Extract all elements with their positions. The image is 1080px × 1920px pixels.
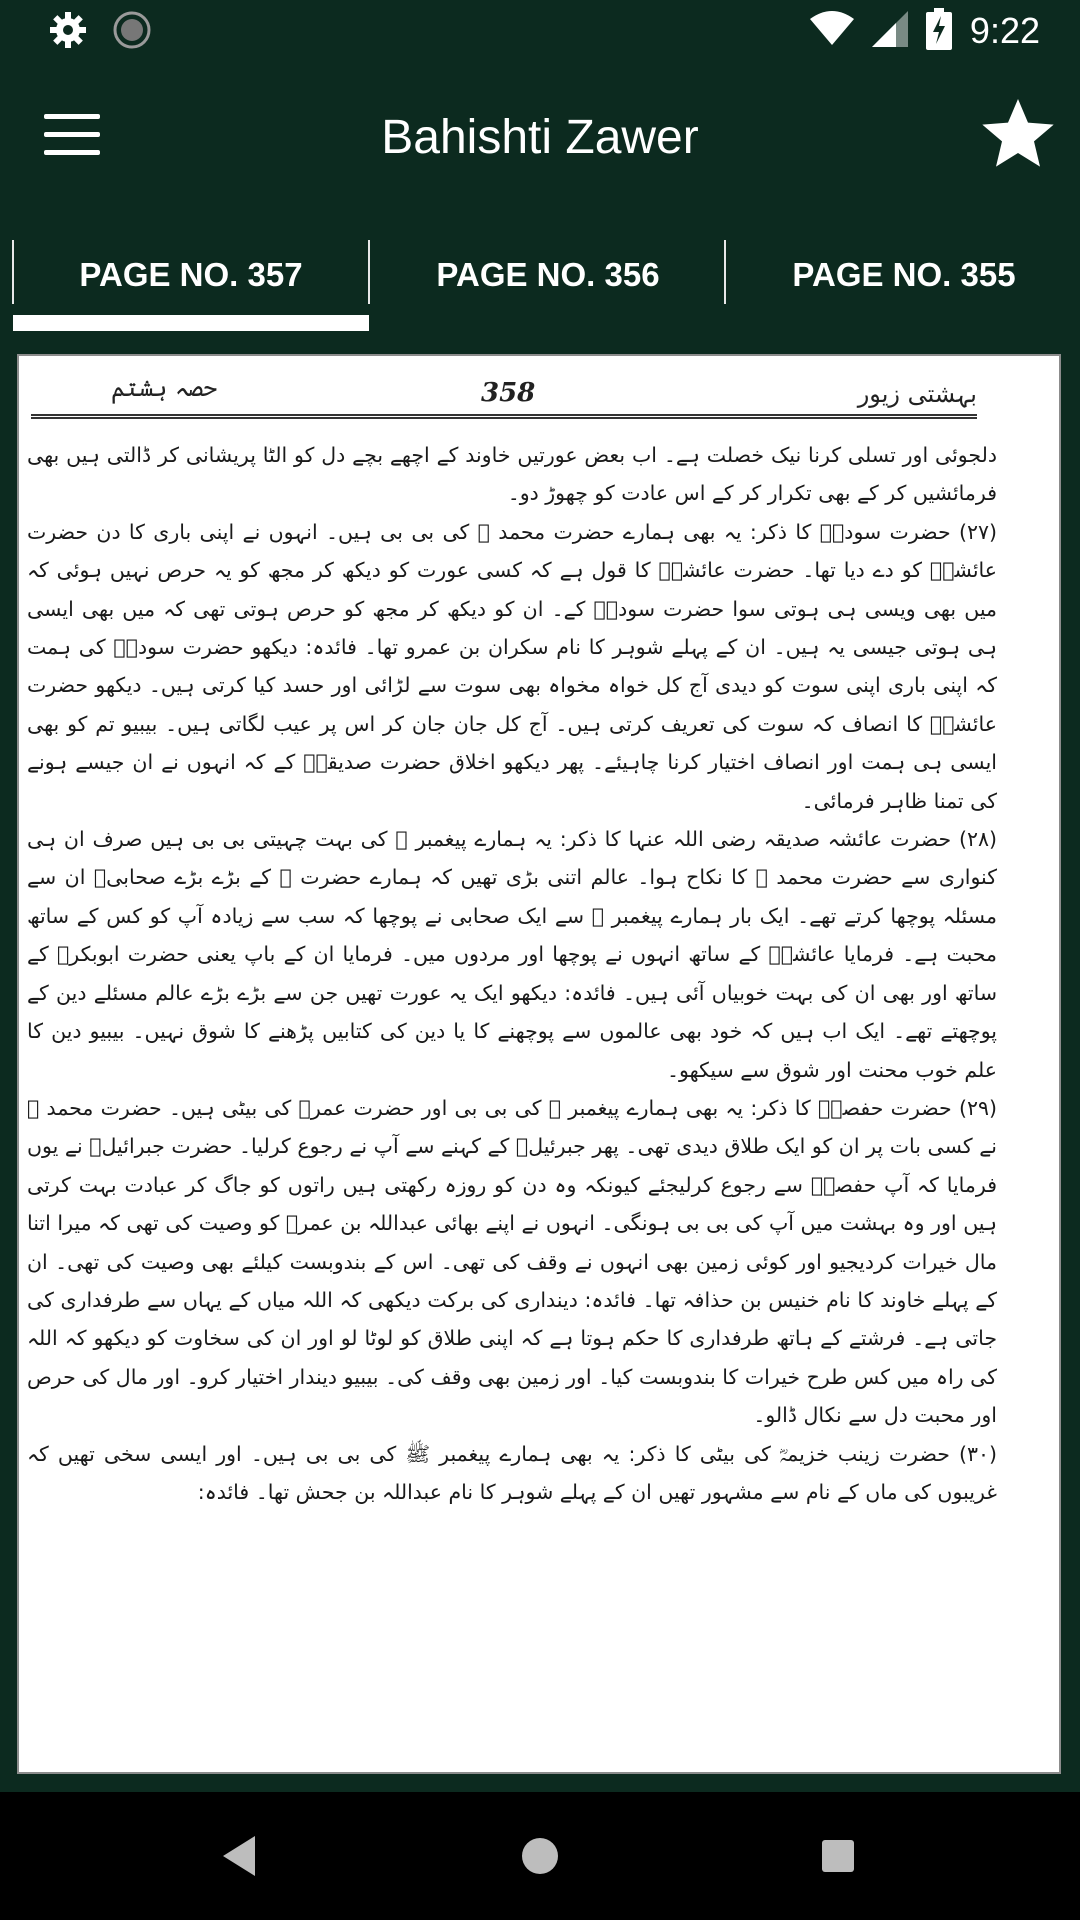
page-paragraph: دلجوئی اور تسلی کرنا نیک خصلت ہے۔ اب بعض عورتیں خاوند کے اچھے بچے دل کو الٹا پریشانی کر ڈالتی ہیں بھی فرمائشیں کر کے بھی تکرار کر کے اس عادت کو چھوڑ دو۔ [27, 443, 997, 506]
wifi-icon [810, 11, 854, 51]
page-paragraph: (۳۰) حضرت زینب خزیمہؓ کی بیٹی کا ذکر: یہ بھی ہمارے پیغمبر ﷺ کی بی بی ہیں۔ اور ایسی سخی تھیں کہ غریبوں کی ماں کے نام سے مشہور تھیں ان کے پہلے شوہر کا نام عبداللہ بن جحش تھا۔ فائدہ: [27, 1441, 997, 1504]
signal-icon [872, 11, 908, 51]
page-header-part: حصہ ہشتم [111, 374, 218, 402]
app-title: Bahishti Zawer [381, 111, 699, 164]
recents-icon[interactable] [806, 1824, 870, 1888]
gear-icon [48, 10, 88, 54]
status-time: 9:22 [969, 10, 1040, 51]
battery-charging-icon [926, 8, 952, 54]
tab-selected-indicator [13, 315, 369, 331]
page-paragraph: (۲۸) حضرت عائشہ صدیقہ رضی اللہ عنہا کا ذکر: یہ ہمارے پیغمبر ﷺ کی بہت چہیتی بی بی ہیں صرف ان ہی کنواری سے حضرت محمد ﷺ کا نکاح ہوا۔ عالم اتنی بڑی تھیں کہ ہمارے حضرت ﷺ کے بڑے بڑے صحابیؓ ان سے مسئلہ پوچھا کرتے تھے۔ ایک بار ہمارے پیغمبر ﷺ سے ایک صحابی نے پوچھا کہ سب سے زیادہ آپ کو کس کے ساتھ محبت ہے۔ فرمایا عائشہؓ کے ساتھ انہوں نے پوچھا اور مردوں میں۔ فرمایا ان کے باپ یعنی حضرت ابوبکرؓ کے ساتھ اور بھی ان کی بہت خوبیاں آئی ہیں۔ فائدہ: دیکھو ایک یہ عورت تھیں جن سے بڑے بڑے عالم مسئلے دین کے پوچھتے تھے۔ ایک اب ہیں کہ خود بھی عالموں سے پوچھنے کا یا دین کی کتابیں پڑھنے کا شوق نہیں۔ بیبیو دین کا علم خوب محنت اور شوق سے سیکھو۔ [27, 827, 997, 1082]
system-nav-bar [0, 1792, 1080, 1920]
page-paragraph: (۲۹) حضرت حفصہؓ کا ذکر: یہ بھی ہمارے پیغمبر ﷺ کی بی بی اور حضرت عمرؓ کی بیٹی ہیں۔ حضرت محمد ﷺ نے کسی بات پر ان کو ایک طلاق دیدی تھی۔ پھر جبرئیلؑ کے کہنے سے آپ نے رجوع کرلیا۔ حضرت جبرائیلؑ نے یوں فرمایا کہ آپ حفصہؓ سے رجوع کرلیجئے کیونکہ وہ دن کو روزہ رکھتی ہیں راتوں کو جاگ کر عبادت بہت کرتی ہیں اور وہ بہشت میں آپ کی بی بی ہونگی۔ انہوں نے اپنے بھائی عبداللہ بن عمرؓ کو وصیت کی تھی کہ میرا اتنا مال خیرات کردیجیو اور کوئی زمین بھی انہوں نے وقف کی تھی۔ اس کے بندوبست کیلئے بھی وصیت کی تھی۔ ان کے پہلے خاوند کا نام خنیس بن حذافہ تھا۔ فائدہ: دینداری کی برکت دیکھی کہ اللہ میاں کے یہاں سے طرفداری کی جاتی ہے۔ فرشتے کے ہاتھ طرفداری کا حکم ہوتا ہے کہ اپنی طلاق کو لوٹا لو اور ان کی سخاوت کو دیکھو کہ اللہ کی راہ میں کس طرح خیرات کا بندوبست کیا۔ اور زمین بھی وقف کی۔ بیبیو دیندار اختیار کرو۔ اور مال کی حرص اور محبت دل سے نکال ڈالو۔ [27, 1095, 997, 1428]
app-bar [0, 64, 1080, 212]
tab-page-355[interactable]: PAGE NO. 355 [792, 256, 1016, 293]
back-icon[interactable] [209, 1824, 273, 1888]
page-tabs [0, 236, 1080, 336]
page-header-book-title: بہشتی زیور [857, 380, 977, 408]
home-icon[interactable] [508, 1824, 572, 1888]
tab-page-357[interactable]: PAGE NO. 357 [79, 256, 303, 293]
status-bar [0, 0, 1080, 64]
page-paragraph: (۲۷) حضرت سودہؓ کا ذکر: یہ بھی ہمارے حضرت محمد ﷺ کی بی بی ہیں۔ انہوں نے اپنی باری کا دن حضرت عائشہؓ کو دے دیا تھا۔ حضرت عائشہؓ کا قول ہے کہ کسی عورت کو دیکھ کر مجھ کو یہ حرص نہیں ہوئی کہ میں بھی ویسی ہی ہوتی سوا حضرت سودہؓ کے۔ ان کو دیکھ کر مجھ کو حرص ہوتی تھی کہ میں بھی ایسی ہی ہوتی جیسی یہ ہیں۔ ان کے پہلے شوہر کا نام سکران بن عمرو تھا۔ فائدہ: دیکھو حضرت سودہؓ کی ہمت کہ اپنی باری اپنی سوت کو دیدی آج کل خواہ مخواہ بھی سوت سے لڑائی اور حسد کیا کرتی ہیں۔ دیکھو حضرت عائشہؓ کا انصاف کہ سوت کی تعریف کرتی ہیں۔ آج کل جان جان کر اس پر عیب لگاتی ہیں۔ بیبیو تم کو بھی ایسی ہی ہمت اور انصاف اختیار کرنا چاہیئے۔ پھر دیکھو اخلاق حضرت صدیقہؓ کے کہ انہوں نے ان جیسے ہونے کی تمنا ظاہر فرمائی۔ [27, 519, 997, 813]
book-page-image[interactable] [17, 354, 1061, 1774]
tab-page-356[interactable]: PAGE NO. 356 [436, 256, 660, 293]
page-header-number: 358 [481, 378, 536, 408]
page-body-text [27, 436, 997, 1712]
star-icon[interactable] [978, 94, 1058, 174]
page-header [31, 374, 977, 419]
sync-icon [112, 10, 152, 54]
